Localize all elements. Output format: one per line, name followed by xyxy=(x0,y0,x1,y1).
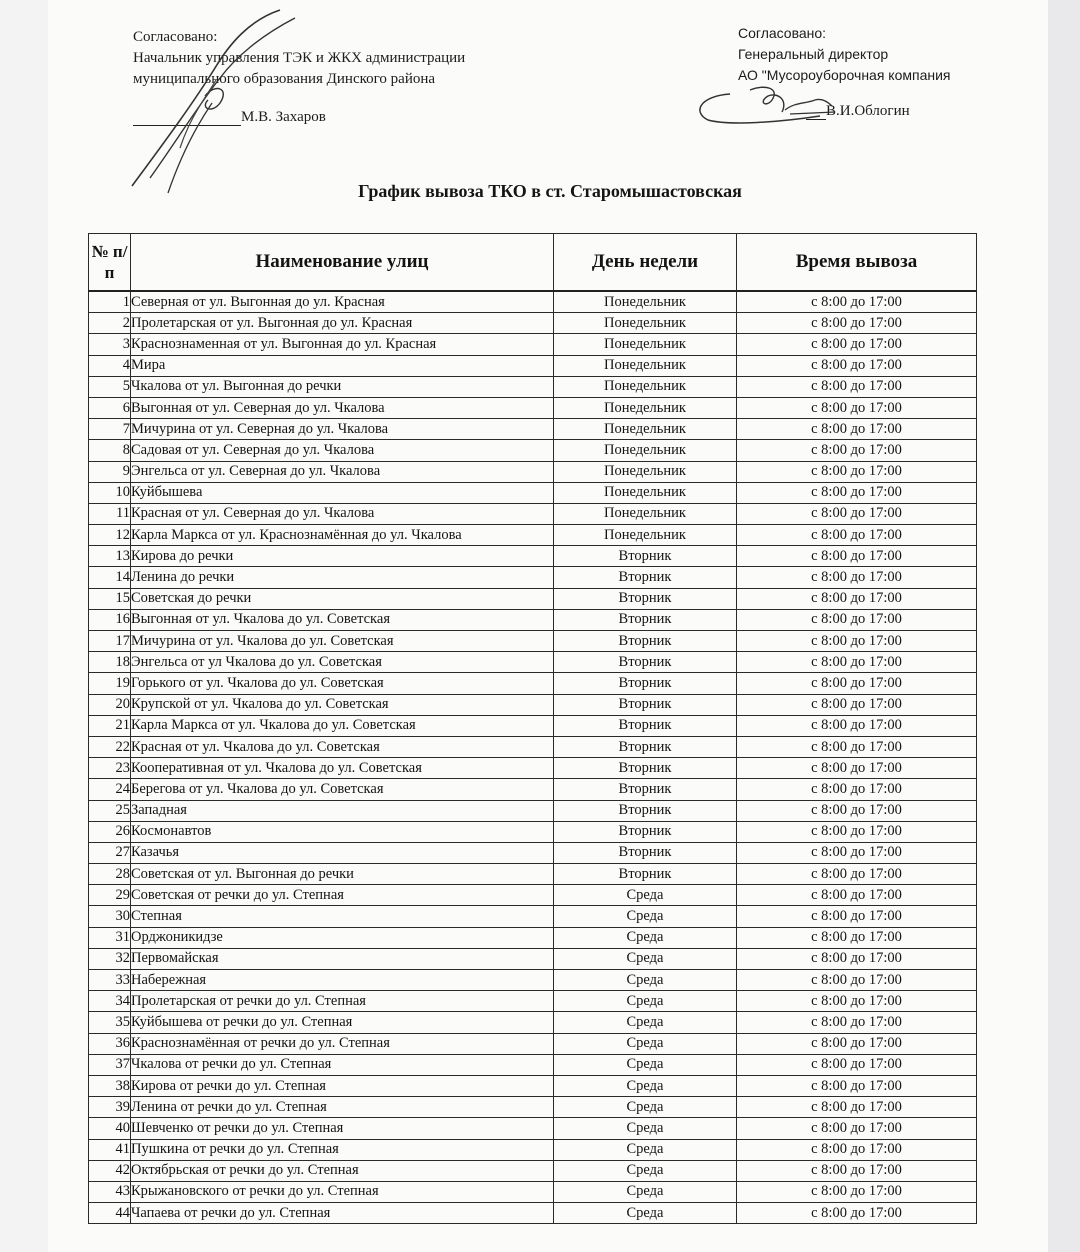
street-name: Куйбышева xyxy=(131,482,554,503)
weekday: Понедельник xyxy=(554,482,737,503)
table-row xyxy=(89,461,977,482)
weekday: Среда xyxy=(554,1075,737,1096)
street-name: Карла Маркса от ул. Краснознамённая до ул. Чкалова xyxy=(131,525,554,546)
table-row xyxy=(89,567,977,588)
row-number: 23 xyxy=(89,758,131,779)
weekday: Понедельник xyxy=(554,313,737,334)
street-name: Северная от ул. Выгонная до ул. Красная xyxy=(131,291,554,313)
signer-name-right: В.И.Облогин xyxy=(826,103,910,119)
street-name: Крыжановского от речки до ул. Степная xyxy=(131,1181,554,1202)
weekday: Среда xyxy=(554,927,737,948)
street-name: Пролетарская от ул. Выгонная до ул. Красная xyxy=(131,313,554,334)
table-row xyxy=(89,334,977,355)
row-number: 11 xyxy=(89,503,131,524)
table-row xyxy=(89,376,977,397)
table-row xyxy=(89,440,977,461)
row-number: 31 xyxy=(89,927,131,948)
table-row xyxy=(89,694,977,715)
street-name: Кирова от речки до ул. Степная xyxy=(131,1075,554,1096)
pickup-time: с 8:00 до 17:00 xyxy=(737,991,977,1012)
pickup-time: с 8:00 до 17:00 xyxy=(737,609,977,630)
table-row xyxy=(89,821,977,842)
weekday: Среда xyxy=(554,1203,737,1224)
weekday: Вторник xyxy=(554,567,737,588)
weekday: Среда xyxy=(554,1097,737,1118)
weekday: Вторник xyxy=(554,842,737,863)
street-name: Куйбышева от речки до ул. Степная xyxy=(131,1012,554,1033)
row-number: 30 xyxy=(89,906,131,927)
table-row xyxy=(89,652,977,673)
table-row xyxy=(89,885,977,906)
table-row xyxy=(89,503,977,524)
street-name: Чкалова от ул. Выгонная до речки xyxy=(131,376,554,397)
table-row xyxy=(89,1118,977,1139)
handwritten-signature-right xyxy=(690,82,840,132)
table-row xyxy=(89,800,977,821)
street-name: Казачья xyxy=(131,842,554,863)
pickup-time: с 8:00 до 17:00 xyxy=(737,1033,977,1054)
pickup-time: с 8:00 до 17:00 xyxy=(737,673,977,694)
weekday: Среда xyxy=(554,1181,737,1202)
pickup-time: с 8:00 до 17:00 xyxy=(737,842,977,863)
weekday: Вторник xyxy=(554,779,737,800)
pickup-time: с 8:00 до 17:00 xyxy=(737,927,977,948)
street-name: Краснознамённая от речки до ул. Степная xyxy=(131,1033,554,1054)
row-number: 36 xyxy=(89,1033,131,1054)
pickup-time: с 8:00 до 17:00 xyxy=(737,715,977,736)
pickup-time: с 8:00 до 17:00 xyxy=(737,970,977,991)
row-number: 10 xyxy=(89,482,131,503)
pickup-time: с 8:00 до 17:00 xyxy=(737,800,977,821)
pickup-time: с 8:00 до 17:00 xyxy=(737,525,977,546)
pickup-time: с 8:00 до 17:00 xyxy=(737,758,977,779)
table-row xyxy=(89,758,977,779)
row-number: 29 xyxy=(89,885,131,906)
row-number: 34 xyxy=(89,991,131,1012)
pickup-time: с 8:00 до 17:00 xyxy=(737,779,977,800)
pickup-time: с 8:00 до 17:00 xyxy=(737,631,977,652)
row-number: 3 xyxy=(89,334,131,355)
weekday: Среда xyxy=(554,1118,737,1139)
weekday: Среда xyxy=(554,991,737,1012)
pickup-time: с 8:00 до 17:00 xyxy=(737,694,977,715)
street-name: Советская от ул. Выгонная до речки xyxy=(131,864,554,885)
pickup-time: с 8:00 до 17:00 xyxy=(737,334,977,355)
pickup-time: с 8:00 до 17:00 xyxy=(737,1054,977,1075)
street-name: Выгонная от ул. Северная до ул. Чкалова xyxy=(131,397,554,418)
weekday: Вторник xyxy=(554,609,737,630)
row-number: 1 xyxy=(89,291,131,313)
weekday: Вторник xyxy=(554,715,737,736)
row-number: 16 xyxy=(89,609,131,630)
weekday: Вторник xyxy=(554,736,737,757)
weekday: Вторник xyxy=(554,758,737,779)
handwritten-signature-left xyxy=(120,8,320,198)
approval-label: Согласовано: xyxy=(133,29,218,45)
weekday: Среда xyxy=(554,906,737,927)
row-number: 44 xyxy=(89,1203,131,1224)
table-row xyxy=(89,1181,977,1202)
table-row xyxy=(89,948,977,969)
row-number: 24 xyxy=(89,779,131,800)
row-number: 42 xyxy=(89,1160,131,1181)
table-row xyxy=(89,313,977,334)
row-number: 25 xyxy=(89,800,131,821)
table-row xyxy=(89,1054,977,1075)
weekday: Среда xyxy=(554,1033,737,1054)
table-row xyxy=(89,631,977,652)
weekday: Вторник xyxy=(554,864,737,885)
street-name: Шевченко от речки до ул. Степная xyxy=(131,1118,554,1139)
table-row xyxy=(89,864,977,885)
street-name: Набережная xyxy=(131,970,554,991)
street-name: Чапаева от речки до ул. Степная xyxy=(131,1203,554,1224)
weekday: Среда xyxy=(554,1160,737,1181)
pickup-time: с 8:00 до 17:00 xyxy=(737,461,977,482)
row-number: 41 xyxy=(89,1139,131,1160)
weekday: Понедельник xyxy=(554,355,737,376)
column-header-number: № п/п xyxy=(89,234,131,292)
table-row xyxy=(89,609,977,630)
row-number: 40 xyxy=(89,1118,131,1139)
table-row xyxy=(89,673,977,694)
row-number: 43 xyxy=(89,1181,131,1202)
table-row xyxy=(89,546,977,567)
row-number: 19 xyxy=(89,673,131,694)
table-row xyxy=(89,736,977,757)
row-number: 8 xyxy=(89,440,131,461)
pickup-time: с 8:00 до 17:00 xyxy=(737,1097,977,1118)
column-header-day: День недели xyxy=(554,234,737,292)
pickup-time: с 8:00 до 17:00 xyxy=(737,546,977,567)
weekday: Вторник xyxy=(554,800,737,821)
table-row xyxy=(89,1203,977,1224)
street-name: Крупской от ул. Чкалова до ул. Советская xyxy=(131,694,554,715)
weekday: Понедельник xyxy=(554,525,737,546)
row-number: 18 xyxy=(89,652,131,673)
approval-position: Генеральный директор xyxy=(738,46,889,62)
table-row xyxy=(89,1160,977,1181)
row-number: 20 xyxy=(89,694,131,715)
row-number: 5 xyxy=(89,376,131,397)
row-number: 32 xyxy=(89,948,131,969)
pickup-time: с 8:00 до 17:00 xyxy=(737,1075,977,1096)
weekday: Понедельник xyxy=(554,419,737,440)
table-row xyxy=(89,1139,977,1160)
street-name: Ленина до речки xyxy=(131,567,554,588)
street-name: Кирова до речки xyxy=(131,546,554,567)
pickup-time: с 8:00 до 17:00 xyxy=(737,1118,977,1139)
column-header-time: Время вывоза xyxy=(737,234,977,292)
table-row xyxy=(89,927,977,948)
street-name: Мичурина от ул. Северная до ул. Чкалова xyxy=(131,419,554,440)
weekday: Понедельник xyxy=(554,376,737,397)
pickup-time: с 8:00 до 17:00 xyxy=(737,864,977,885)
weekday: Вторник xyxy=(554,673,737,694)
table-row xyxy=(89,715,977,736)
approval-position: Начальник управления ТЭК и ЖКХ администрации xyxy=(133,50,466,66)
street-name: Первомайская xyxy=(131,948,554,969)
table-row xyxy=(89,906,977,927)
pickup-time: с 8:00 до 17:00 xyxy=(737,821,977,842)
street-name: Пролетарская от речки до ул. Степная xyxy=(131,991,554,1012)
table-row xyxy=(89,991,977,1012)
street-name: Степная xyxy=(131,906,554,927)
row-number: 38 xyxy=(89,1075,131,1096)
pickup-time: с 8:00 до 17:00 xyxy=(737,482,977,503)
street-name: Советская от речки до ул. Степная xyxy=(131,885,554,906)
weekday: Вторник xyxy=(554,546,737,567)
weekday: Понедельник xyxy=(554,503,737,524)
weekday: Среда xyxy=(554,948,737,969)
row-number: 37 xyxy=(89,1054,131,1075)
street-name: Ленина от речки до ул. Степная xyxy=(131,1097,554,1118)
pickup-time: с 8:00 до 17:00 xyxy=(737,440,977,461)
street-name: Мичурина от ул. Чкалова до ул. Советская xyxy=(131,631,554,652)
table-row xyxy=(89,1012,977,1033)
pickup-time: с 8:00 до 17:00 xyxy=(737,313,977,334)
pickup-time: с 8:00 до 17:00 xyxy=(737,503,977,524)
table-row xyxy=(89,842,977,863)
street-name: Мира xyxy=(131,355,554,376)
weekday: Понедельник xyxy=(554,397,737,418)
table-row xyxy=(89,970,977,991)
street-name: Советская до речки xyxy=(131,588,554,609)
pickup-time: с 8:00 до 17:00 xyxy=(737,291,977,313)
row-number: 35 xyxy=(89,1012,131,1033)
row-number: 7 xyxy=(89,419,131,440)
street-name: Октябрьская от речки до ул. Степная xyxy=(131,1160,554,1181)
table-row xyxy=(89,1033,977,1054)
weekday: Среда xyxy=(554,885,737,906)
weekday: Понедельник xyxy=(554,334,737,355)
row-number: 15 xyxy=(89,588,131,609)
signer-name-left: М.В. Захаров xyxy=(241,109,326,125)
weekday: Вторник xyxy=(554,821,737,842)
row-number: 14 xyxy=(89,567,131,588)
weekday: Вторник xyxy=(554,694,737,715)
row-number: 21 xyxy=(89,715,131,736)
pickup-time: с 8:00 до 17:00 xyxy=(737,419,977,440)
street-name: Горького от ул. Чкалова до ул. Советская xyxy=(131,673,554,694)
pickup-time: с 8:00 до 17:00 xyxy=(737,397,977,418)
table-row xyxy=(89,397,977,418)
street-name: Красная от ул. Северная до ул. Чкалова xyxy=(131,503,554,524)
pickup-time: с 8:00 до 17:00 xyxy=(737,588,977,609)
column-header-street: Наименование улиц xyxy=(131,234,554,292)
document-title: График вывоза ТКО в ст. Старомышастовская xyxy=(358,181,742,201)
pickup-time: с 8:00 до 17:00 xyxy=(737,355,977,376)
pickup-time: с 8:00 до 17:00 xyxy=(737,885,977,906)
row-number: 39 xyxy=(89,1097,131,1118)
street-name: Западная xyxy=(131,800,554,821)
approval-organization: АО "Мусороуборочная компания xyxy=(738,67,951,83)
row-number: 17 xyxy=(89,631,131,652)
street-name: Карла Маркса от ул. Чкалова до ул. Советская xyxy=(131,715,554,736)
pickup-time: с 8:00 до 17:00 xyxy=(737,1203,977,1224)
street-name: Красная от ул. Чкалова до ул. Советская xyxy=(131,736,554,757)
weekday: Вторник xyxy=(554,652,737,673)
street-name: Пушкина от речки до ул. Степная xyxy=(131,1139,554,1160)
row-number: 9 xyxy=(89,461,131,482)
street-name: Берегова от ул. Чкалова до ул. Советская xyxy=(131,779,554,800)
table-row xyxy=(89,779,977,800)
table-header-row xyxy=(89,234,977,292)
weekday: Понедельник xyxy=(554,461,737,482)
pickup-time: с 8:00 до 17:00 xyxy=(737,1160,977,1181)
pickup-time: с 8:00 до 17:00 xyxy=(737,1012,977,1033)
weekday: Среда xyxy=(554,1054,737,1075)
street-name: Садовая от ул. Северная до ул. Чкалова xyxy=(131,440,554,461)
schedule-table xyxy=(88,233,977,1224)
pickup-time: с 8:00 до 17:00 xyxy=(737,567,977,588)
approval-label: Согласовано: xyxy=(738,25,827,41)
weekday: Понедельник xyxy=(554,440,737,461)
weekday: Понедельник xyxy=(554,291,737,313)
street-name: Энгельса от ул. Северная до ул. Чкалова xyxy=(131,461,554,482)
table-row xyxy=(89,419,977,440)
street-name: Орджоникидзе xyxy=(131,927,554,948)
table-row xyxy=(89,1075,977,1096)
table-row xyxy=(89,355,977,376)
approval-organization: муниципального образования Динского района xyxy=(133,71,436,87)
table-row xyxy=(89,588,977,609)
approval-block-right xyxy=(738,23,951,86)
pickup-time: с 8:00 до 17:00 xyxy=(737,652,977,673)
row-number: 4 xyxy=(89,355,131,376)
row-number: 13 xyxy=(89,546,131,567)
street-name: Выгонная от ул. Чкалова до ул. Советская xyxy=(131,609,554,630)
weekday: Среда xyxy=(554,1139,737,1160)
pickup-time: с 8:00 до 17:00 xyxy=(737,1139,977,1160)
street-name: Космонавтов xyxy=(131,821,554,842)
row-number: 2 xyxy=(89,313,131,334)
row-number: 26 xyxy=(89,821,131,842)
row-number: 12 xyxy=(89,525,131,546)
weekday: Вторник xyxy=(554,631,737,652)
row-number: 6 xyxy=(89,397,131,418)
weekday: Среда xyxy=(554,1012,737,1033)
pickup-time: с 8:00 до 17:00 xyxy=(737,1181,977,1202)
table-row xyxy=(89,291,977,313)
row-number: 27 xyxy=(89,842,131,863)
row-number: 33 xyxy=(89,970,131,991)
street-name: Энгельса от ул Чкалова до ул. Советская xyxy=(131,652,554,673)
table-row xyxy=(89,482,977,503)
pickup-time: с 8:00 до 17:00 xyxy=(737,736,977,757)
weekday: Вторник xyxy=(554,588,737,609)
row-number: 22 xyxy=(89,736,131,757)
pickup-time: с 8:00 до 17:00 xyxy=(737,948,977,969)
row-number: 28 xyxy=(89,864,131,885)
street-name: Чкалова от речки до ул. Степная xyxy=(131,1054,554,1075)
street-name: Краснознаменная от ул. Выгонная до ул. Красная xyxy=(131,334,554,355)
weekday: Среда xyxy=(554,970,737,991)
table-row xyxy=(89,525,977,546)
table-row xyxy=(89,1097,977,1118)
pickup-time: с 8:00 до 17:00 xyxy=(737,376,977,397)
street-name: Кооперативная от ул. Чкалова до ул. Советская xyxy=(131,758,554,779)
pickup-time: с 8:00 до 17:00 xyxy=(737,906,977,927)
